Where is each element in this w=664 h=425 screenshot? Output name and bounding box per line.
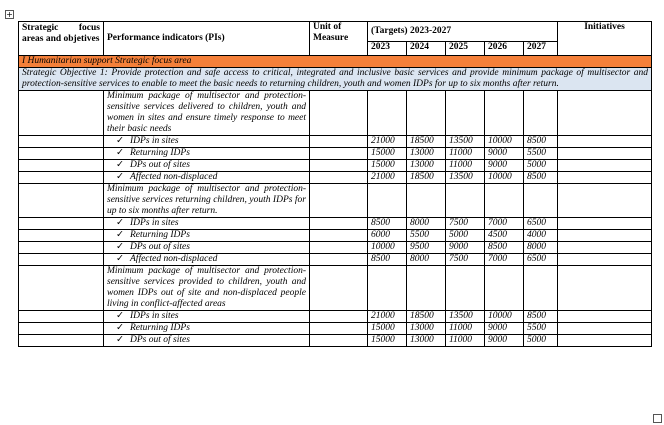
empty-cell	[446, 266, 485, 311]
indicator-row	[19, 242, 652, 254]
empty-cell	[407, 184, 446, 218]
target-value: 7500	[446, 254, 485, 266]
target-value: 9000	[485, 335, 524, 347]
target-value: 21000	[368, 136, 407, 148]
empty-cell	[485, 184, 524, 218]
indicator-label-cell	[104, 254, 310, 266]
indicator-label: Affected non-displaced	[130, 254, 218, 264]
empty-cell	[558, 266, 652, 311]
unit-cell	[310, 254, 368, 266]
empty-cell	[310, 266, 368, 311]
target-value: 9000	[485, 148, 524, 160]
indicator-label: Returning IDPs	[130, 323, 190, 333]
table-move-handle[interactable]: +	[6, 10, 13, 19]
empty-cell	[446, 91, 485, 136]
target-value: 13500	[446, 172, 485, 184]
empty-cell	[19, 184, 104, 218]
indicator-row	[19, 172, 652, 184]
initiatives-cell	[558, 254, 652, 266]
unit-cell	[310, 136, 368, 148]
initiatives-cell	[558, 136, 652, 148]
empty-cell	[407, 266, 446, 311]
strategic-objective-row: Strategic Objective 1: Provide protection and safe access to critical, integrated and inclusive basic services and provide minimum package of multisector and protection-sensitive services to enable to meet the basic needs to returning children, youth and women IDPs for up to six months after return.	[19, 68, 652, 91]
target-value: 7000	[485, 218, 524, 230]
empty-cell	[368, 184, 407, 218]
target-value: 7500	[446, 218, 485, 230]
indicator-group-title: Minimum package of multisector and protection-sensitive services delivered to children, youth and women in sites and ensure timely response to meet their basic needs	[104, 91, 310, 136]
checkmark-icon: ✓	[116, 148, 124, 158]
target-value: 15000	[368, 323, 407, 335]
indicator-row	[19, 148, 652, 160]
target-value: 15000	[368, 160, 407, 172]
unit-cell	[310, 311, 368, 323]
target-value: 5500	[407, 230, 446, 242]
target-value: 15000	[368, 148, 407, 160]
target-value: 10000	[485, 311, 524, 323]
target-value: 10000	[485, 172, 524, 184]
target-value: 13000	[407, 160, 446, 172]
indicator-label-cell	[104, 172, 310, 184]
unit-cell	[310, 218, 368, 230]
checkmark-icon: ✓	[116, 136, 124, 146]
target-value: 8000	[407, 218, 446, 230]
empty-cell	[558, 184, 652, 218]
checkmark-icon: ✓	[116, 323, 124, 333]
target-value: 18500	[407, 311, 446, 323]
indicator-label: DPs out of sites	[130, 242, 190, 252]
empty-cell	[485, 91, 524, 136]
initiatives-cell	[558, 218, 652, 230]
indicator-label-cell	[104, 311, 310, 323]
unit-cell	[310, 242, 368, 254]
initiatives-cell	[558, 242, 652, 254]
indicator-label-cell	[104, 148, 310, 160]
target-value: 6000	[368, 230, 407, 242]
target-value: 13000	[407, 323, 446, 335]
indicator-row	[19, 230, 652, 242]
empty-cell	[19, 266, 104, 311]
target-value: 4000	[524, 230, 558, 242]
target-value: 11000	[446, 160, 485, 172]
target-value: 18500	[407, 136, 446, 148]
indicator-row	[19, 160, 652, 172]
indicator-label: DPs out of sites	[130, 160, 190, 170]
target-value: 10000	[368, 242, 407, 254]
indicator-label-cell	[104, 218, 310, 230]
empty-cell	[19, 335, 104, 347]
initiatives-cell	[558, 230, 652, 242]
target-value: 11000	[446, 323, 485, 335]
target-value: 11000	[446, 335, 485, 347]
target-value: 5500	[524, 148, 558, 160]
empty-cell	[524, 184, 558, 218]
header-strategic-focus-text: Strategic focus areas and objetives	[22, 23, 100, 44]
indicator-row	[19, 254, 652, 266]
unit-cell	[310, 335, 368, 347]
target-value: 5500	[524, 323, 558, 335]
checkmark-icon: ✓	[116, 172, 124, 182]
empty-cell	[524, 91, 558, 136]
initiatives-cell	[558, 323, 652, 335]
initiatives-cell	[558, 148, 652, 160]
target-value: 6500	[524, 254, 558, 266]
indicator-label: IDPs in sites	[130, 136, 179, 146]
empty-cell	[19, 160, 104, 172]
empty-cell	[485, 266, 524, 311]
empty-cell	[524, 266, 558, 311]
table-resize-handle[interactable]	[653, 414, 662, 423]
target-value: 15000	[368, 335, 407, 347]
target-value: 9500	[407, 242, 446, 254]
indicator-label: DPs out of sites	[130, 335, 190, 345]
target-value: 9000	[485, 160, 524, 172]
indicator-group-row	[19, 184, 652, 218]
initiatives-cell	[558, 172, 652, 184]
empty-cell	[19, 172, 104, 184]
target-value: 8500	[524, 311, 558, 323]
empty-cell	[19, 242, 104, 254]
header-targets: (Targets) 2023-2027	[368, 22, 558, 42]
checkmark-icon: ✓	[116, 311, 124, 321]
header-performance-indicators: Performance indicators (PIs)	[104, 22, 310, 56]
empty-cell	[446, 184, 485, 218]
target-value: 13500	[446, 136, 485, 148]
target-value: 8500	[485, 242, 524, 254]
checkmark-icon: ✓	[116, 254, 124, 264]
empty-cell	[19, 230, 104, 242]
checkmark-icon: ✓	[116, 242, 124, 252]
target-value: 13500	[446, 311, 485, 323]
empty-cell	[310, 91, 368, 136]
indicator-group-title: Minimum package of multisector and protection-sensitive services provided to children, youth and women IDPs out of site and non-displaced people living in conflict-affected areas	[104, 266, 310, 311]
empty-cell	[19, 136, 104, 148]
target-value: 21000	[368, 172, 407, 184]
target-value: 5000	[524, 160, 558, 172]
target-value: 5000	[524, 335, 558, 347]
indicator-row	[19, 218, 652, 230]
indicator-label: Affected non-displaced	[130, 172, 218, 182]
header-strategic-focus	[19, 22, 104, 56]
unit-cell	[310, 148, 368, 160]
header-unit-of-measure: Unit of Measure	[310, 22, 368, 56]
empty-cell	[368, 266, 407, 311]
performance-table	[18, 21, 652, 347]
header-initiatives: Initiatives	[558, 22, 652, 56]
header-year: 2026	[485, 42, 524, 56]
initiatives-cell	[558, 335, 652, 347]
unit-cell	[310, 172, 368, 184]
empty-cell	[19, 148, 104, 160]
target-value: 6500	[524, 218, 558, 230]
target-value: 8000	[524, 242, 558, 254]
empty-cell	[368, 91, 407, 136]
target-value: 13000	[407, 335, 446, 347]
indicator-group-title: Minimum package of multisector and protection-sensitive services returning children, youth IDPs for up to six months after return.	[104, 184, 310, 218]
target-value: 8500	[524, 172, 558, 184]
checkmark-icon: ✓	[116, 335, 124, 345]
empty-cell	[19, 91, 104, 136]
indicator-group-row	[19, 266, 652, 311]
target-value: 9000	[446, 242, 485, 254]
target-value: 7000	[485, 254, 524, 266]
indicator-row	[19, 323, 652, 335]
indicator-label: IDPs in sites	[130, 311, 179, 321]
empty-cell	[407, 91, 446, 136]
unit-cell	[310, 160, 368, 172]
initiatives-cell	[558, 160, 652, 172]
empty-cell	[310, 184, 368, 218]
indicator-label: Returning IDPs	[130, 148, 190, 158]
target-value: 8500	[524, 136, 558, 148]
indicator-group-row	[19, 91, 652, 136]
target-value: 5000	[446, 230, 485, 242]
indicator-row	[19, 335, 652, 347]
indicator-label: IDPs in sites	[130, 218, 179, 228]
indicator-label-cell	[104, 160, 310, 172]
header-year: 2025	[446, 42, 485, 56]
target-value: 9000	[485, 323, 524, 335]
target-value: 8500	[368, 218, 407, 230]
target-value: 4500	[485, 230, 524, 242]
target-value: 11000	[446, 148, 485, 160]
target-value: 8500	[368, 254, 407, 266]
target-value: 10000	[485, 136, 524, 148]
indicator-row	[19, 311, 652, 323]
indicator-label: Returning IDPs	[130, 230, 190, 240]
header-year: 2023	[368, 42, 407, 56]
empty-cell	[19, 218, 104, 230]
section-row: I Humanitarian support Strategic focus area	[19, 56, 652, 68]
indicator-label-cell	[104, 242, 310, 254]
initiatives-cell	[558, 311, 652, 323]
indicator-label-cell	[104, 335, 310, 347]
empty-cell	[558, 91, 652, 136]
checkmark-icon: ✓	[116, 160, 124, 170]
checkmark-icon: ✓	[116, 218, 124, 228]
header-year: 2024	[407, 42, 446, 56]
indicator-label-cell	[104, 136, 310, 148]
unit-cell	[310, 323, 368, 335]
empty-cell	[19, 254, 104, 266]
target-value: 8000	[407, 254, 446, 266]
empty-cell	[19, 311, 104, 323]
indicator-label-cell	[104, 230, 310, 242]
target-value: 21000	[368, 311, 407, 323]
unit-cell	[310, 230, 368, 242]
header-year: 2027	[524, 42, 558, 56]
target-value: 18500	[407, 172, 446, 184]
indicator-label-cell	[104, 323, 310, 335]
empty-cell	[19, 323, 104, 335]
indicator-row	[19, 136, 652, 148]
target-value: 13000	[407, 148, 446, 160]
checkmark-icon: ✓	[116, 230, 124, 240]
